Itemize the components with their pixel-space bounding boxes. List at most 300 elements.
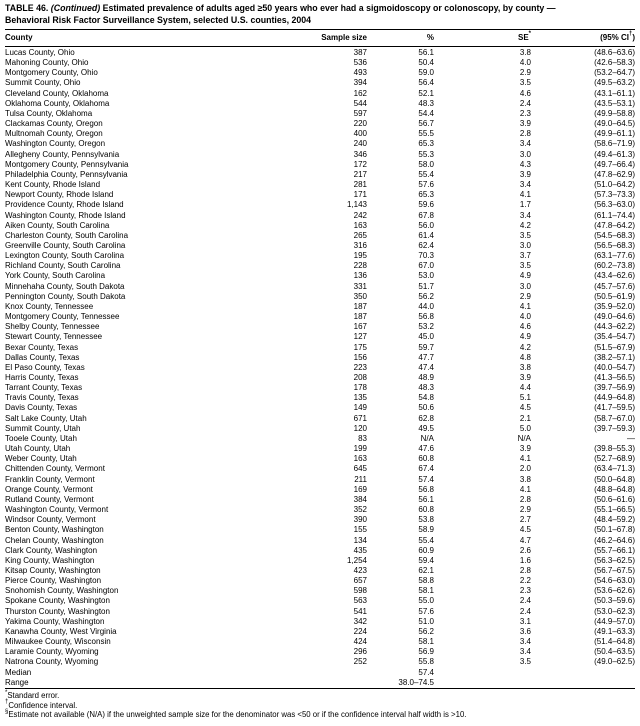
table-row	[5, 302, 635, 312]
ci-cell	[531, 668, 635, 678]
percent-cell: 56.7	[418, 119, 434, 129]
county-cell: Chittenden County, Vermont	[5, 464, 105, 474]
percent-cell: 58.8	[418, 576, 434, 586]
percent-cell: 62.4	[418, 240, 434, 250]
county-cell: Providence County, Rhode Island	[5, 200, 124, 210]
table-row	[5, 343, 635, 353]
county-cell: Davis County, Texas	[5, 403, 78, 413]
county-cell: Natrona County, Wyoming	[5, 657, 99, 667]
table-row	[5, 464, 635, 474]
ci-cell: (53.2–64.7)	[594, 68, 635, 78]
table-row	[5, 68, 635, 78]
county-cell: Harris County, Texas	[5, 373, 79, 382]
se-cell: 3.8	[519, 474, 531, 484]
sample-size-cell: 671	[353, 413, 367, 423]
percent-cell: 57.6	[418, 606, 434, 616]
percent-cell: 48.9	[418, 373, 434, 382]
ci-cell: (53.0–62.3)	[594, 606, 635, 616]
se-cell: 3.5	[519, 261, 531, 271]
table-row	[5, 515, 635, 525]
county-cell: Summit County, Utah	[5, 423, 81, 433]
ci-cell: (41.7–59.5)	[594, 403, 635, 413]
col-header-county: County	[5, 30, 305, 47]
sample-size-cell: 394	[353, 78, 367, 88]
footnote-estimate-na	[5, 710, 636, 720]
percent-cell: 56.1	[418, 48, 434, 57]
percent-cell: 47.4	[418, 362, 434, 372]
county-cell: Shelby County, Tennessee	[5, 322, 100, 332]
se-cell: 4.3	[519, 159, 531, 169]
county-cell: Stewart County, Tennessee	[5, 332, 103, 342]
se-cell: 1.6	[519, 555, 531, 565]
table-row	[5, 332, 635, 342]
se-cell: 4.5	[519, 403, 531, 413]
se-cell: 1.7	[519, 200, 531, 210]
table-row	[5, 129, 635, 139]
ci-cell: (56.5–68.3)	[594, 240, 635, 250]
footnote-text: Confidence interval.	[8, 700, 78, 710]
se-cell: 3.5	[519, 78, 531, 88]
table-row	[5, 627, 635, 637]
table-row	[5, 596, 635, 606]
table-row	[5, 475, 635, 485]
ci-cell: (40.0–54.7)	[594, 362, 635, 372]
se-label: SE	[517, 32, 529, 42]
se-cell: 4.5	[519, 525, 531, 535]
sample-size-cell: 223	[353, 362, 367, 372]
col-header-se	[434, 30, 531, 47]
sample-size-cell: 187	[353, 312, 367, 322]
se-cell: 4.6	[519, 322, 531, 332]
ci-cell: (39.7–56.9)	[594, 383, 635, 393]
ci-cell: (58.6–71.9)	[594, 139, 635, 149]
percent-cell: 56.9	[418, 647, 434, 657]
percent-cell: 56.8	[418, 484, 434, 494]
se-cell: 4.0	[519, 312, 531, 322]
percent-cell: 67.4	[418, 464, 434, 474]
table-row	[5, 261, 635, 271]
percent-cell: 57.6	[418, 180, 434, 190]
ci-cell: (43.5–53.1)	[594, 98, 635, 108]
sample-size-cell: 135	[353, 393, 367, 403]
table-row	[5, 485, 635, 495]
ci-cell: (49.5–63.2)	[594, 78, 635, 88]
percent-cell: 56.8	[418, 312, 434, 322]
ci-cell: (44.9–64.8)	[594, 393, 635, 403]
sample-size-cell: 178	[353, 383, 367, 393]
county-cell: Yakima County, Washington	[5, 616, 105, 626]
table-row	[5, 251, 635, 261]
se-cell: 3.0	[519, 149, 531, 159]
percent-cell: 67.0	[418, 261, 434, 271]
se-cell: 5.1	[519, 393, 531, 403]
se-cell: 3.4	[519, 647, 531, 657]
continued-label: (Continued)	[50, 3, 101, 13]
sample-size-cell: 156	[353, 352, 367, 362]
table-row	[5, 89, 635, 99]
table-row	[5, 586, 635, 596]
county-cell: Rutland County, Vermont	[5, 494, 94, 504]
sample-size-cell: 597	[353, 108, 367, 118]
ci-cell: (54.6–63.0)	[594, 576, 635, 586]
percent-cell: 59.6	[418, 200, 434, 210]
se-cell	[434, 668, 531, 678]
header-row	[5, 30, 635, 47]
county-cell: Washington County, Vermont	[5, 505, 109, 515]
county-cell: Travis County, Texas	[5, 393, 79, 403]
percent-cell: 57.4	[418, 474, 434, 484]
se-cell: 4.1	[519, 301, 531, 311]
ci-cell: (47.8–62.9)	[594, 169, 635, 179]
sample-size-cell: 83	[358, 433, 367, 443]
county-cell: Range	[5, 677, 29, 687]
se-cell: 4.6	[519, 88, 531, 98]
sample-size-cell: 228	[353, 261, 367, 271]
se-cell: N/A	[517, 433, 531, 443]
ci-footnote-marker: †	[628, 30, 633, 37]
percent-cell: 58.9	[418, 525, 434, 535]
sample-size-cell: 331	[353, 281, 367, 291]
county-cell: Dallas County, Texas	[5, 352, 80, 362]
table-row	[5, 292, 635, 302]
sample-size-cell: 162	[353, 88, 367, 98]
table-row	[5, 495, 635, 505]
table-row	[5, 46, 635, 58]
county-cell: York County, South Carolina	[5, 271, 106, 281]
percent-cell: 70.3	[418, 251, 434, 261]
se-cell: 4.2	[519, 342, 531, 352]
table-row	[5, 190, 635, 200]
sample-size-cell: 208	[353, 373, 367, 382]
sample-size-cell: 149	[353, 403, 367, 413]
county-cell: Oklahoma County, Oklahoma	[5, 98, 110, 108]
sample-size-cell: 598	[353, 586, 367, 596]
se-cell: 3.1	[519, 616, 531, 626]
se-cell: 2.2	[519, 576, 531, 586]
se-cell: 3.5	[519, 657, 531, 667]
county-cell: Pierce County, Washington	[5, 576, 102, 586]
county-cell: Minnehaha County, South Dakota	[5, 281, 125, 291]
se-cell: 2.3	[519, 108, 531, 118]
sample-size-cell: 211	[354, 474, 367, 484]
percent-cell: 67.8	[418, 210, 434, 220]
ci-cell: (48.8–64.8)	[594, 484, 635, 494]
table-row	[5, 617, 635, 627]
se-cell: 3.9	[519, 119, 531, 129]
county-cell: Tulsa County, Oklahoma	[5, 108, 93, 118]
ci-cell: (39.8–55.3)	[594, 444, 635, 454]
percent-cell: 58.1	[418, 637, 434, 647]
percent-cell: 45.0	[418, 332, 434, 342]
sample-size-cell: 120	[353, 423, 367, 433]
percent-cell: 56.0	[418, 220, 434, 230]
percent-cell: 60.8	[418, 454, 434, 464]
percent-cell: 57.4	[418, 667, 434, 677]
ci-cell: (60.2–73.8)	[594, 261, 635, 271]
percent-cell: 47.7	[418, 352, 434, 362]
se-cell: 3.4	[519, 180, 531, 190]
table-row	[5, 282, 635, 292]
ci-cell: (44.3–62.2)	[594, 322, 635, 332]
ci-cell: (56.3–63.0)	[594, 200, 635, 210]
county-cell: Kitsap County, Washington	[5, 565, 101, 575]
table-row	[5, 363, 635, 373]
sample-size-cell: 199	[353, 444, 367, 454]
table-row	[5, 221, 635, 231]
footnote-marker: *	[5, 689, 8, 696]
sample-size-cell: 167	[353, 322, 367, 332]
table-row	[5, 525, 635, 535]
county-cell: Utah County, Utah	[5, 444, 71, 454]
percent-cell: 51.7	[418, 281, 434, 291]
table-row	[5, 668, 635, 678]
table-row	[5, 434, 635, 444]
percent-cell: 55.3	[418, 149, 434, 159]
sample-size-cell: 563	[353, 596, 367, 606]
ci-cell: (54.5–68.3)	[594, 230, 635, 240]
percent-cell: 44.0	[418, 301, 434, 311]
table-row	[5, 505, 635, 515]
ci-cell: (43.1–61.1)	[594, 88, 635, 98]
ci-cell: (52.7–68.9)	[594, 454, 635, 464]
percent-cell: 55.4	[418, 535, 434, 545]
percent-cell: 56.2	[418, 626, 434, 636]
se-cell: 3.9	[519, 169, 531, 179]
county-cell: Milwaukee County, Wisconsin	[5, 637, 111, 647]
sample-size-cell: 346	[353, 149, 367, 159]
se-cell: 2.3	[519, 586, 531, 596]
se-cell: 3.6	[519, 626, 531, 636]
county-cell: Newport County, Rhode Island	[5, 190, 114, 200]
ci-cell: (50.5–61.9)	[594, 291, 635, 301]
sample-size-cell: 390	[353, 515, 367, 525]
sample-size-cell: 1,254	[346, 555, 367, 565]
ci-cell: (50.6–61.6)	[594, 494, 635, 504]
se-cell: 2.9	[519, 505, 531, 515]
percent-cell: 55.0	[418, 596, 434, 606]
ci-label: (95% CI	[600, 32, 629, 42]
table-row	[5, 312, 635, 322]
sample-size-cell: 252	[353, 657, 367, 667]
ci-cell: (56.3–62.5)	[594, 555, 635, 565]
ci-cell: (51.4–64.8)	[594, 637, 635, 647]
se-cell: 3.4	[519, 139, 531, 149]
percent-cell: 54.8	[418, 393, 434, 403]
table-row	[5, 160, 635, 170]
sample-size-cell: 220	[353, 119, 367, 129]
county-cell: Mahoning County, Ohio	[5, 58, 89, 68]
county-cell: Montgomery County, Pennsylvania	[5, 159, 129, 169]
percent-cell: 56.2	[418, 291, 434, 301]
footnote-marker: †	[5, 699, 9, 706]
percent-cell: 55.8	[418, 657, 434, 667]
se-cell: 5.0	[519, 423, 531, 433]
county-cell: Salt Lake County, Utah	[5, 413, 87, 423]
county-cell: Summit County, Ohio	[5, 78, 81, 88]
county-cell: Cleveland County, Oklahoma	[5, 88, 109, 98]
table-row	[5, 139, 635, 149]
county-cell: Median	[5, 667, 32, 677]
sample-size-cell: 169	[353, 484, 367, 494]
table-row	[5, 657, 635, 667]
percent-cell: 62.8	[418, 413, 434, 423]
table-title	[5, 3, 636, 26]
se-cell: 4.9	[519, 332, 531, 342]
percent-cell: 65.3	[418, 139, 434, 149]
table-row	[5, 566, 635, 576]
ci-cell: (63.4–71.3)	[594, 464, 635, 474]
ci-cell: (58.7–67.0)	[594, 413, 635, 423]
se-cell: 3.9	[519, 444, 531, 454]
sample-size-cell: 493	[353, 68, 367, 78]
county-cell: Franklin County, Vermont	[5, 474, 95, 484]
sample-size-cell: 423	[353, 565, 367, 575]
se-cell: 4.1	[519, 454, 531, 464]
county-cell: Lucas County, Ohio	[5, 48, 75, 57]
ci-cell: (49.9–61.1)	[594, 129, 635, 139]
county-cell: Benton County, Washington	[5, 525, 104, 535]
percent-cell: 62.1	[418, 565, 434, 575]
se-cell: 3.8	[519, 48, 531, 57]
ci-cell: (47.8–64.2)	[594, 220, 635, 230]
percent-cell: 60.8	[418, 505, 434, 515]
sample-size-cell: 127	[353, 332, 367, 342]
sample-size-cell: 544	[353, 98, 367, 108]
se-cell: 4.2	[519, 220, 531, 230]
county-cell: Windsor County, Vermont	[5, 515, 96, 525]
ci-cell: (39.7–59.3)	[594, 423, 635, 433]
sample-size-cell: 281	[353, 180, 367, 190]
se-cell: 4.4	[519, 383, 531, 393]
sample-size-cell: 387	[353, 48, 367, 57]
sample-size-cell: 242	[353, 210, 367, 220]
percent-cell: 60.9	[418, 545, 434, 555]
se-cell: 2.8	[519, 129, 531, 139]
se-cell	[434, 678, 531, 689]
se-cell: 4.0	[519, 58, 531, 68]
table-row	[5, 678, 635, 689]
se-cell: 3.4	[519, 210, 531, 220]
percent-cell: 55.5	[418, 129, 434, 139]
sample-size-cell: 342	[353, 616, 367, 626]
table-row	[5, 119, 635, 129]
table-row	[5, 231, 635, 241]
percent-cell: N/A	[420, 433, 434, 443]
table-row	[5, 109, 635, 119]
table-row	[5, 424, 635, 434]
sample-size-cell: 536	[353, 58, 367, 68]
table-row	[5, 78, 635, 88]
table-row	[5, 556, 635, 566]
percent-cell: 54.4	[418, 108, 434, 118]
ci-cell: (50.0–64.8)	[594, 474, 635, 484]
table-row	[5, 170, 635, 180]
se-cell: 2.6	[519, 545, 531, 555]
percent-cell: 59.0	[418, 68, 434, 78]
ci-cell: (44.9–57.0)	[594, 616, 635, 626]
se-cell: 3.5	[519, 230, 531, 240]
table-row	[5, 383, 635, 393]
county-cell: Kent County, Rhode Island	[5, 180, 101, 190]
se-cell: 2.9	[519, 68, 531, 78]
table-row	[5, 180, 635, 190]
col-header-sample-size: Sample size	[305, 30, 367, 47]
ci-cell: (49.9–58.8)	[594, 108, 635, 118]
ci-cell: (48.4–59.2)	[594, 515, 635, 525]
se-cell: 2.4	[519, 98, 531, 108]
se-cell: 2.8	[519, 565, 531, 575]
col-header-percent: %	[367, 30, 434, 47]
percent-cell: 53.8	[418, 515, 434, 525]
sample-size-cell	[305, 678, 367, 689]
percent-cell: 50.6	[418, 403, 434, 413]
table-row	[5, 647, 635, 657]
sample-size-cell: 400	[353, 129, 367, 139]
se-cell: 2.1	[519, 413, 531, 423]
ci-cell: (50.4–63.5)	[594, 647, 635, 657]
sample-size-cell: 424	[353, 637, 367, 647]
ci-cell: (48.6–63.6)	[594, 48, 635, 57]
sample-size-cell: 163	[353, 454, 367, 464]
ci-cell: (49.0–64.5)	[594, 119, 635, 129]
ci-cell: (35.9–52.0)	[594, 301, 635, 311]
footnotes	[5, 691, 636, 720]
sample-size-cell: 217	[353, 169, 367, 179]
se-cell: 2.7	[519, 515, 531, 525]
sample-size-cell: 541	[353, 606, 367, 616]
percent-cell: 50.4	[418, 58, 434, 68]
ci-cell: (55.1–66.5)	[594, 505, 635, 515]
ci-cell: (55.7–66.1)	[594, 545, 635, 555]
county-cell: Pennington County, South Dakota	[5, 291, 126, 301]
county-cell: Lexington County, South Carolina	[5, 251, 125, 261]
se-cell: 3.4	[519, 637, 531, 647]
county-cell: Knox County, Tennessee	[5, 301, 94, 311]
sample-size-cell: 224	[353, 626, 367, 636]
table-label: TABLE 46.	[5, 3, 49, 13]
ci-cell: (35.4–54.7)	[594, 332, 635, 342]
ci-cell: —	[627, 433, 635, 443]
ci-cell: (46.2–64.6)	[594, 535, 635, 545]
percent-cell: 56.4	[418, 78, 434, 88]
ci-cell: (42.6–58.3)	[594, 58, 635, 68]
ci-cell: (45.7–57.6)	[594, 281, 635, 291]
county-cell: Washington County, Rhode Island	[5, 210, 126, 220]
se-cell: 4.7	[519, 535, 531, 545]
table-row	[5, 99, 635, 109]
table-row	[5, 454, 635, 464]
ci-cell: (51.0–64.2)	[594, 180, 635, 190]
sample-size-cell: 155	[353, 525, 367, 535]
table-body	[5, 46, 635, 688]
ci-cell: (61.1–74.4)	[594, 210, 635, 220]
footnote-marker: §	[5, 708, 9, 715]
percent-cell: 59.7	[418, 342, 434, 352]
sample-size-cell: 352	[353, 505, 367, 515]
table-row	[5, 373, 635, 383]
se-cell: 2.4	[519, 606, 531, 616]
county-cell: Kanawha County, West Virginia	[5, 626, 117, 636]
ci-cell: (51.5–67.9)	[594, 342, 635, 352]
title-text: Estimated prevalence of adults aged ≥50 years who ever had a sigmoidoscopy or colonoscopy, by county —	[102, 3, 556, 13]
se-cell: 2.0	[519, 464, 531, 474]
county-cell: Greenville County, South Carolina	[5, 240, 126, 250]
sample-size-cell: 265	[353, 230, 367, 240]
ci-cell: (53.6–62.6)	[594, 586, 635, 596]
se-cell: 4.8	[519, 352, 531, 362]
ci-cell: (49.7–66.4)	[594, 159, 635, 169]
percent-cell: 55.4	[418, 169, 434, 179]
